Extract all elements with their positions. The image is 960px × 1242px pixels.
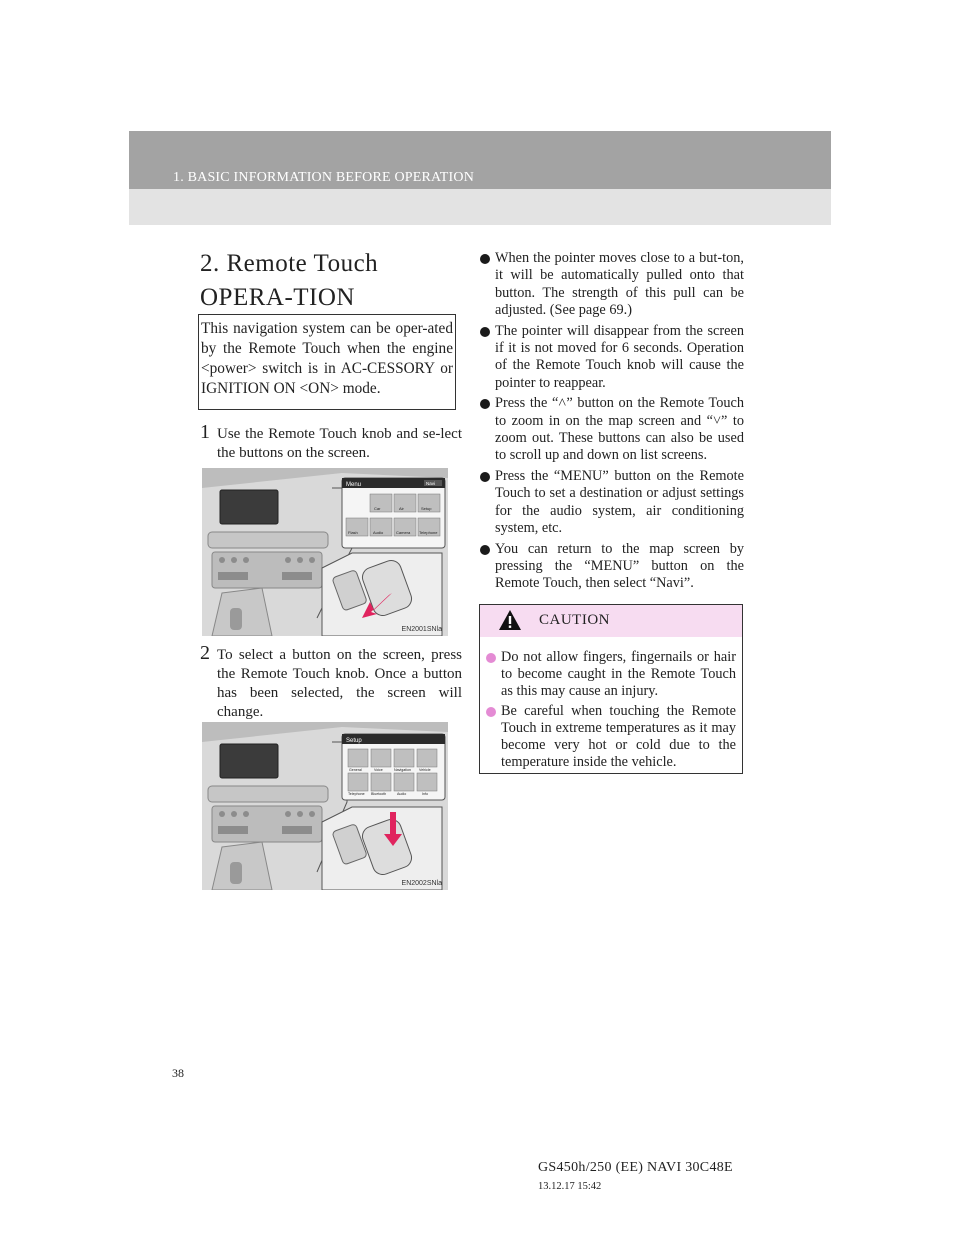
screen-title: Menu: [346, 482, 362, 488]
screen-button-label: Bluetooth: [371, 792, 387, 796]
step-2: [200, 642, 462, 722]
step-1: [200, 421, 462, 463]
figure-menu-screen: [202, 468, 448, 636]
figure-code: EN2002SNla: [401, 880, 442, 887]
screen-button-label: General: [349, 768, 362, 772]
screen-button-label: Car: [374, 506, 381, 511]
header-subband: [129, 189, 831, 225]
screen-button-label: Setup: [421, 506, 432, 511]
step-number: 2: [200, 642, 210, 664]
screen-button-label: Air: [399, 506, 404, 511]
figure-setup-screen: [202, 722, 448, 890]
tips-list: [480, 250, 744, 596]
screen-button-label: Navigation: [394, 768, 411, 772]
list-item: Press the “MENU” button on the Remote Touch to set a destination or adjust settings for the audio system, air conditioning system, etc.: [480, 468, 744, 537]
screen-button-label: Telephone: [348, 792, 365, 796]
footer-date: 13.12.17 15:42: [538, 1181, 602, 1192]
screen-button-label: Telephone: [419, 530, 438, 535]
step-number: 1: [200, 421, 210, 443]
dashboard-illustration: [202, 722, 448, 890]
list-item: The pointer will disappear from the screen if it is not moved for 6 seconds. Operation of the Remote Touch knob will cause the pointer to reappear.: [480, 323, 744, 392]
caution-item: Do not allow fingers, fingernails or hair to become caught in the Remote Touch as this may cause an injury.: [486, 649, 736, 700]
screen-button-label: Audio: [397, 792, 407, 796]
figure-code: EN2001SNla: [401, 626, 442, 633]
page-number: 38: [172, 1066, 184, 1080]
screen-button-label: Audio: [373, 530, 384, 535]
caution-header: [480, 605, 742, 637]
section-title: 1. BASIC INFORMATION BEFORE OPERATION: [173, 170, 475, 185]
dashboard-illustration: [202, 468, 448, 636]
screen-navi-button: Navi: [426, 481, 436, 486]
warning-icon: [498, 609, 522, 631]
list-item: Press the “˄” button on the Remote Touch to zoom in on the map screen and “˅” to zoom out. These buttons can also be used to scroll up and down on list screens.: [480, 395, 744, 464]
list-item: You can return to the map screen by pressing the “MENU” button on the Remote Touch, then select “Navi”.: [480, 541, 744, 593]
caution-item: Be careful when touching the Remote Touch in extreme temperatures as it may become very hot or cold due to the temperature inside the vehicle.: [486, 703, 736, 771]
intro-box: This navigation system can be oper-ated by the Remote Touch when the engine <power> switch is in AC-CESSORY or IGNITION ON <ON> mode.: [198, 314, 456, 410]
screen-button-label: Camera: [396, 530, 411, 535]
step-text: To select a button on the screen, press the Remote Touch knob. Once a button has been selected, the screen will change.: [217, 647, 462, 720]
screen-button-label: Vehicle: [419, 768, 431, 772]
step-text: Use the Remote Touch knob and se-lect the buttons on the screen.: [217, 426, 462, 461]
caution-box: [479, 604, 743, 774]
screen-button-label: Voice: [374, 768, 383, 772]
caution-title: CAUTION: [539, 612, 610, 628]
list-item: When the pointer moves close to a but-ton, it will be automatically pulled onto that button. The strength of this pull can be adjusted. (See page 69.): [480, 250, 744, 319]
page-heading: 2. Remote Touch OPERA-TION: [200, 250, 379, 311]
footer-code: GS450h/250 (EE) NAVI 30C48E: [538, 1160, 733, 1175]
screen-button-label: Info: [422, 792, 428, 796]
screen-button-label: Flash: [348, 530, 358, 535]
screen-title: Setup: [346, 738, 362, 744]
